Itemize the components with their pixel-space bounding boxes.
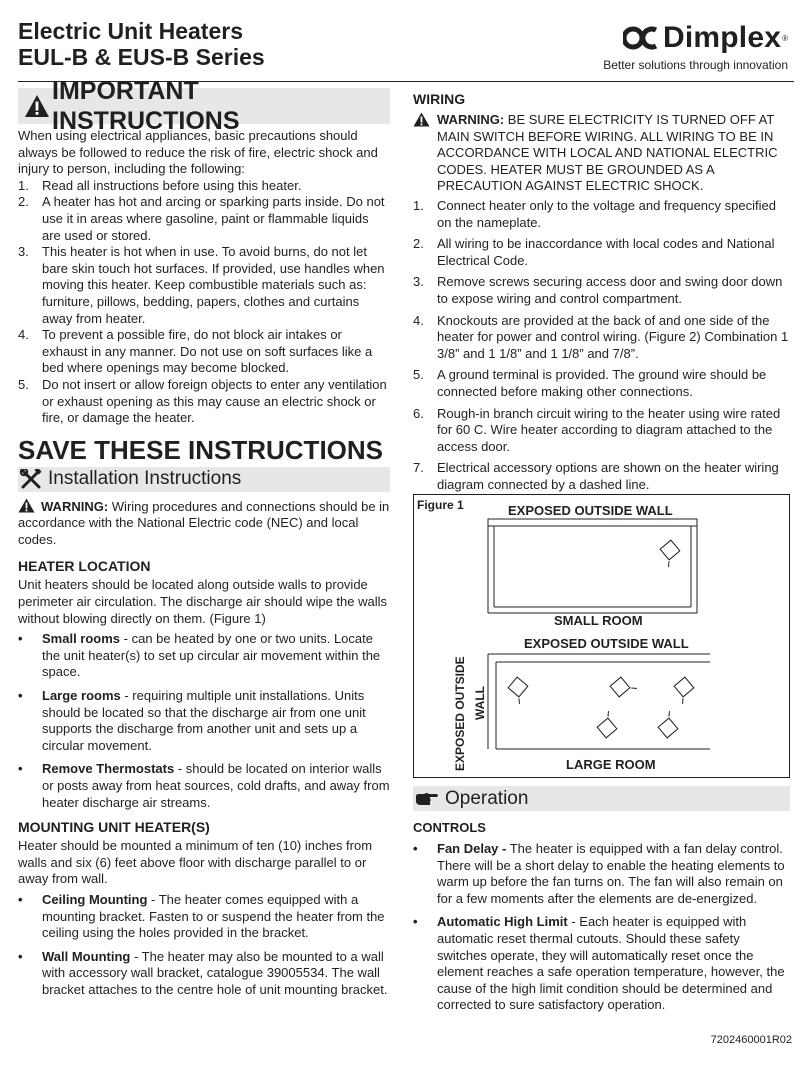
- list-item: • Ceiling Mounting - The heater comes equipped with a mounting bracket. Fasten to or suspend the heater from the ceiling using the holes provided in the bracket.: [18, 891, 385, 941]
- room-layout-diagram: [414, 495, 789, 777]
- list-item: 7. Electrical accessory options are shown on the heater wiring diagram connected by a dashed line.: [413, 460, 779, 492]
- heater-icon: [505, 677, 532, 704]
- save-instructions-heading: SAVE THESE INSTRUCTIONS: [18, 434, 384, 465]
- right-column: [413, 88, 790, 498]
- list-item: 1. Read all instructions before using this heater.: [18, 177, 302, 193]
- controls-heading: CONTROLS: [413, 820, 486, 835]
- list-item: 3. This heater is hot when in use. To avoid burns, do not let bare skin touch hot surfaces. If provided, use handles when moving this heater. Keep combustible materials such as: furniture, pillows, bedding, papers, clothes and curtains away from heater.: [18, 244, 385, 326]
- list-item: • Small rooms - can be heated by one or two units. Locate the unit heater(s) to set up circular air movement within the space.: [18, 631, 381, 680]
- title-line-2: EUL-B & EUS-B Series: [18, 44, 265, 70]
- important-banner: [18, 77, 390, 135]
- list-item: 5. Do not insert or allow foreign objects to enter any ventilation or exhaust opening as this may cause an electric shock or fire, or damage the heater.: [18, 376, 387, 426]
- installation-heading: Installation Instructions: [48, 468, 242, 490]
- left-column: [18, 77, 390, 1006]
- list-item: • Remove Thermostats - should be located on interior walls or posts away from heat sources, cold drafts, and away from heater discharge air streams.: [18, 761, 390, 810]
- list-item: • Fan Delay - The heater is equipped with a fan delay control. There will be a short delay to enable the heating elements to warm up before the fan turns on. The fan will also remain on for a few moments after the elements are de-energized.: [413, 841, 785, 906]
- mounting-list: [18, 892, 390, 999]
- heater-icon: [610, 674, 637, 701]
- heater-icon: [594, 711, 621, 738]
- heater-icon: [655, 711, 682, 738]
- small-room-label: SMALL ROOM: [554, 613, 643, 628]
- list-item: • Wall Mounting - The heater may also be mounted to a wall with accessory wall bracket, catalogue 39005534. The wall bracket attaches to the centre hole of unit mounting bracket.: [18, 948, 388, 997]
- top-wall-label: EXPOSED OUTSIDE WALL: [508, 503, 673, 518]
- important-intro: When using electrical appliances, basic precautions should always be followed to reduce the risk of fire, electric shock and injury to person, including the following:: [18, 128, 378, 177]
- list-item: 4. To prevent a possible fire, do not block air intakes or exhaust in any manner. Do not use on soft surfaces like a bed where openings may become blocked.: [18, 327, 373, 376]
- wiring-list: [413, 198, 790, 494]
- warning-triangle-icon: [413, 112, 430, 127]
- list-item: 2. All wiring to be inaccordance with local codes and National Electrical Code.: [413, 236, 775, 268]
- heater-icon: [656, 540, 683, 567]
- document-title: [18, 18, 265, 70]
- page-header: [0, 0, 808, 80]
- operation-section: [413, 784, 790, 1021]
- installation-banner: [18, 467, 390, 492]
- list-item: 6. Rough-in branch circuit wiring to the heater using wire rated for 60 C. Wire heater according to diagram attached to the access door.: [413, 405, 781, 454]
- warning-triangle-icon: [24, 94, 50, 118]
- tools-icon: [20, 469, 42, 489]
- list-item: 1. Connect heater only to the voltage and frequency specified on the nameplate.: [413, 197, 776, 230]
- list-item: 3. Remove screws securing access door and swing door down to expose wiring and control compartment.: [413, 274, 783, 306]
- side-wall-label: EXPOSED OUTSIDE: [453, 656, 467, 771]
- large-room-label: LARGE ROOM: [566, 757, 656, 772]
- list-item: 2. A heater has hot and arcing or sparking parts inside. Do not use it in areas where gasoline, paint or flammable liquids are used or stored.: [18, 194, 385, 243]
- heater-location-list: [18, 631, 390, 811]
- large-room-walls: [488, 654, 710, 749]
- title-line-1: Electric Unit Heaters: [18, 18, 243, 44]
- heater-location-heading: HEATER LOCATION: [18, 558, 151, 575]
- important-heading: IMPORTANT INSTRUCTIONS: [52, 77, 240, 135]
- warning-triangle-icon: [18, 498, 35, 513]
- figure-1: [413, 494, 790, 778]
- heater-location-intro: Unit heaters should be located along outside walls to provide perimeter air circulation. The discharge air should wipe the walls without blowing directly on them. (Figure 1): [18, 577, 387, 626]
- dimplex-logo-icon: [623, 24, 659, 52]
- operation-banner: [413, 786, 790, 811]
- controls-list: [413, 841, 790, 1014]
- brand-block: [603, 22, 788, 72]
- small-room-walls: [488, 519, 697, 613]
- wiring-warning: WARNING: BE SURE ELECTRICITY IS TURNED OFF AT MAIN SWITCH BEFORE WIRING. ALL WIRING TO BE IN ACCORDANCE WITH LOCAL AND NATIONAL ELECTRIC CODES. HEATER MUST BE GROUNDED AS A PRECAUTION AGAINST ELECTRIC SHOCK.: [413, 112, 790, 195]
- figure-label: Figure 1: [417, 498, 464, 512]
- brand-tagline: Better solutions through innovation: [603, 58, 788, 72]
- important-list: [18, 178, 390, 427]
- brand-name: Dimplex: [662, 21, 782, 54]
- wiring-heading: WIRING: [413, 91, 466, 107]
- registered-mark: ®: [782, 33, 788, 43]
- list-item: • Large rooms - requiring multiple unit installations. Units should be located so that the discharge air from one unit supports the discharge from another unit and sets up a circular movement.: [18, 688, 366, 753]
- operation-heading: Operation: [445, 787, 529, 809]
- list-item: 5. A ground terminal is provided. The ground wire should be connected before making other connections.: [413, 367, 767, 399]
- heater-icon: [670, 677, 697, 704]
- pointing-hand-icon: [415, 791, 439, 807]
- large-wall-label: EXPOSED OUTSIDE WALL: [524, 636, 689, 651]
- installation-warning: WARNING: Wiring procedures and connections should be in accordance with the National Electric code (NEC) and local codes.: [18, 498, 390, 547]
- side-wall-label-2: WALL: [473, 686, 487, 720]
- document-number: 7202460001R02: [710, 1034, 792, 1046]
- mounting-heading: MOUNTING UNIT HEATER(S): [18, 819, 210, 836]
- list-item: • Automatic High Limit - Each heater is equipped with automatic reset thermal cutouts. Should these safety switches operate, they will automatically reset once the element reaches a safe operation temperature, however, the cause of the high limit condition should be determined and corrected to sure satisfactory operation.: [413, 914, 785, 1013]
- list-item: 4. Knockouts are provided at the back of and one side of the heater for power and control wiring. (Figure 2) Combination 1 3/8” and 1 1/8” and 1 1/8” and 7/8”.: [413, 312, 789, 361]
- mounting-intro: Heater should be mounted a minimum of ten (10) inches from walls and six (6) feet above floor with discharge parallel to or away from wall.: [18, 838, 373, 887]
